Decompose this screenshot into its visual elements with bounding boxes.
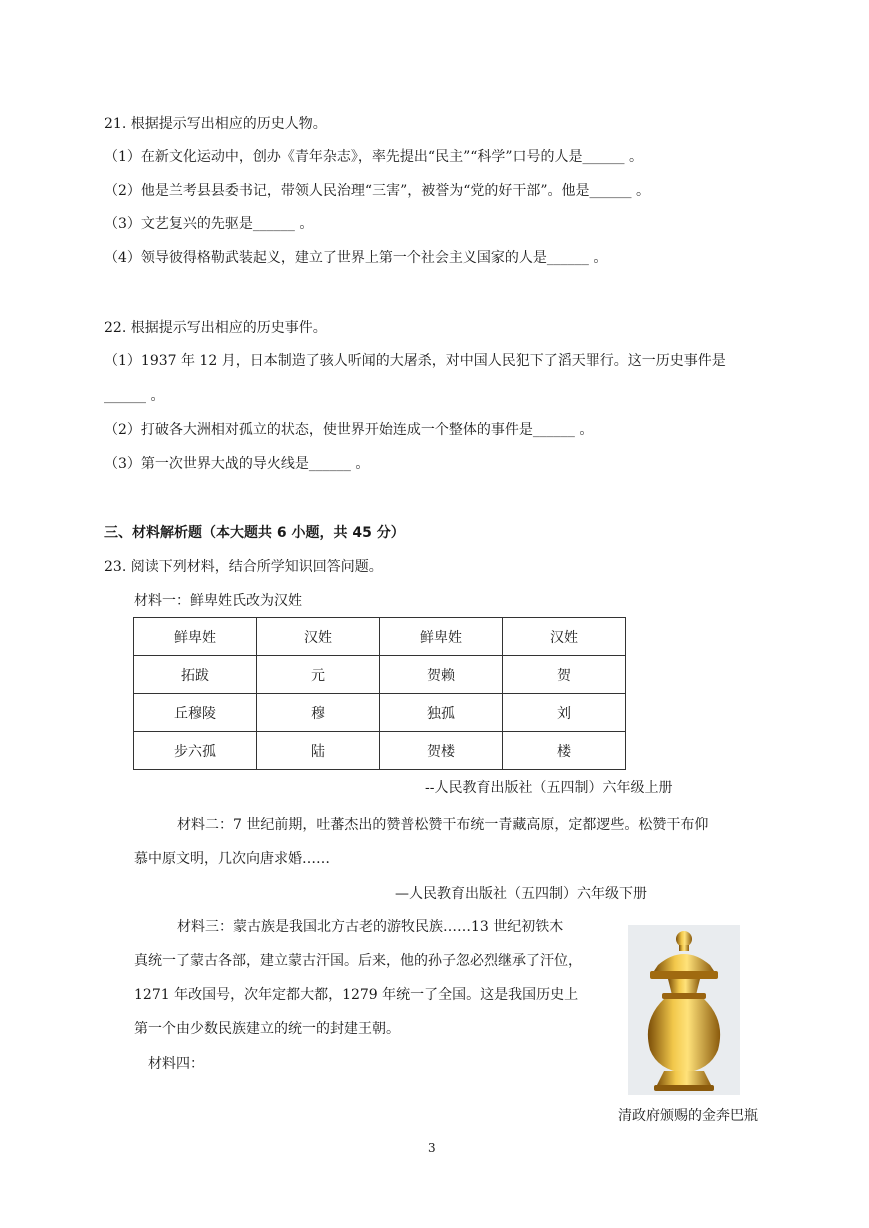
table-cell: 贺 bbox=[503, 656, 626, 694]
table-row bbox=[134, 656, 626, 694]
material-1-title: 材料一：鲜卑姓氏改为汉姓 bbox=[134, 593, 302, 609]
q21-title: 21. 根据提示写出相应的历史人物。 bbox=[104, 116, 327, 132]
material-3-line-2: 真统一了蒙古各部，建立蒙古汗国。后来，他的孙子忽必烈继承了汗位， bbox=[134, 953, 582, 969]
table-cell: 贺楼 bbox=[380, 732, 503, 770]
table-cell: 元 bbox=[257, 656, 380, 694]
table-cell: 汉姓 bbox=[503, 618, 626, 656]
table-cell: 鲜卑姓 bbox=[380, 618, 503, 656]
table-cell: 刘 bbox=[503, 694, 626, 732]
table-cell: 独孤 bbox=[380, 694, 503, 732]
q22-item-1: （1）1937 年 12 月，日本制造了骇人听闻的大屠杀，对中国人民犯下了滔天罪行。这一历史事件是 bbox=[104, 353, 726, 369]
table-cell: 鲜卑姓 bbox=[134, 618, 257, 656]
q21-item-2: （2）他是兰考县县委书记，带领人民治理“三害”，被誉为“党的好干部”。他是______ 。 bbox=[104, 183, 650, 199]
material-1-source: --人民教育出版社（五四制）六年级上册 bbox=[425, 780, 673, 796]
table-cell: 贺赖 bbox=[380, 656, 503, 694]
q21-item-3: （3）文艺复兴的先驱是______ 。 bbox=[104, 216, 314, 232]
page-number: 3 bbox=[428, 1141, 436, 1155]
material-4-title: 材料四： bbox=[148, 1056, 204, 1072]
table-row bbox=[134, 732, 626, 770]
table-cell: 步六孤 bbox=[134, 732, 257, 770]
surname-table bbox=[133, 617, 626, 770]
q21-item-1: （1）在新文化运动中，创办《青年杂志》，率先提出“民主”“科学”口号的人是______ 。 bbox=[104, 149, 643, 165]
q22-item-2: （2）打破各大洲相对孤立的状态，使世界开始连成一个整体的事件是______ 。 bbox=[104, 422, 594, 438]
table-cell: 拓跋 bbox=[134, 656, 257, 694]
material-2-line-2: 慕中原文明，几次向唐求婚…… bbox=[134, 851, 330, 867]
image-caption: 清政府颁赐的金奔巴瓶 bbox=[618, 1108, 758, 1124]
material-2-line-1: 材料二：7 世纪前期，吐蕃杰出的赞普松赞干布统一青藏高原，定都逻些。松赞干布仰 bbox=[177, 817, 709, 833]
q23-title: 23. 阅读下列材料，结合所学知识回答问题。 bbox=[104, 559, 383, 575]
table-row bbox=[134, 694, 626, 732]
table-cell: 穆 bbox=[257, 694, 380, 732]
material-2-source: —人民教育出版社（五四制）六年级下册 bbox=[395, 886, 647, 902]
material-3-line-1: 材料三：蒙古族是我国北方古老的游牧民族……13 世纪初铁木 bbox=[177, 919, 564, 935]
q22-item-3: （3）第一次世界大战的导火线是______ 。 bbox=[104, 456, 370, 472]
table-row bbox=[134, 618, 626, 656]
q22-item-1-cont: ______ 。 bbox=[104, 388, 165, 404]
golden-vase-image bbox=[628, 925, 740, 1095]
material-3-line-4: 第一个由少数民族建立的统一的封建王朝。 bbox=[134, 1021, 400, 1037]
table-cell: 陆 bbox=[257, 732, 380, 770]
q22-title: 22. 根据提示写出相应的历史事件。 bbox=[104, 320, 327, 336]
section-heading: 三、材料解析题（本大题共 6 小题，共 45 分） bbox=[104, 525, 405, 541]
table-cell: 楼 bbox=[503, 732, 626, 770]
material-3-line-3: 1271 年改国号，次年定都大都，1279 年统一了全国。这是我国历史上 bbox=[134, 987, 579, 1003]
table-cell: 汉姓 bbox=[257, 618, 380, 656]
q21-item-4: （4）领导彼得格勒武装起义，建立了世界上第一个社会主义国家的人是______ 。 bbox=[104, 250, 608, 266]
table-cell: 丘穆陵 bbox=[134, 694, 257, 732]
